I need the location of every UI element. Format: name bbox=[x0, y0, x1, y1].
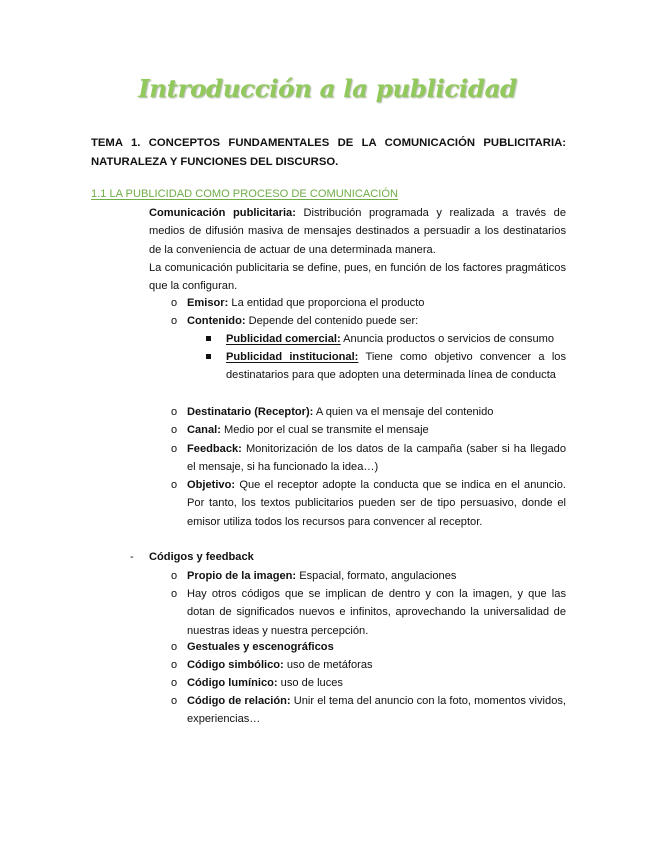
list-item-code bbox=[187, 567, 566, 585]
list-item-code bbox=[187, 656, 566, 674]
item-term: Código simbólico: bbox=[187, 659, 284, 671]
item-term: Publicidad institucional: bbox=[226, 351, 359, 363]
item-term: Canal: bbox=[187, 424, 221, 436]
item-term: Código lumínico: bbox=[187, 677, 278, 689]
item-text: A quien va el mensaje del contenido bbox=[313, 406, 494, 418]
square-bullet bbox=[206, 336, 211, 341]
bullet-marker: o bbox=[171, 479, 178, 491]
list-item-code bbox=[187, 585, 566, 640]
item-term: Propio de la imagen: bbox=[187, 570, 297, 582]
list-item-feedback bbox=[187, 440, 566, 477]
item-term: Emisor: bbox=[187, 297, 229, 309]
list-item-code bbox=[187, 638, 566, 656]
item-term: Contenido: bbox=[187, 315, 246, 327]
section-heading: 1.1 LA PUBLICIDAD COMO PROCESO DE COMUNICACIÓN bbox=[91, 188, 398, 200]
item-text: uso de luces bbox=[277, 677, 343, 689]
dash-marker: - bbox=[130, 551, 134, 563]
pragmatic-paragraph: La comunicación publicitaria se define, pues, en función de los factores pragmáticos que la configuran. bbox=[149, 262, 566, 293]
bullet-marker: o bbox=[171, 641, 178, 653]
list-item-destinatario bbox=[187, 403, 566, 421]
item-text: Espacial, formato, angulaciones bbox=[296, 570, 457, 582]
bullet-marker: o bbox=[171, 315, 178, 327]
topic-heading: TEMA 1. CONCEPTOS FUNDAMENTALES DE LA COMUNICACIÓN PUBLICITARIA: NATURALEZA Y FUNCIONES DEL DISCURSO. bbox=[91, 137, 566, 168]
item-text: Monitorización de los datos de la campaña (saber si ha llegado el mensaje, si ha funcionado la idea…) bbox=[187, 443, 566, 474]
list-item-publicidad-comercial bbox=[226, 330, 566, 348]
bullet-marker: o bbox=[171, 443, 178, 455]
item-term: Feedback: bbox=[187, 443, 242, 455]
bullet-marker: o bbox=[171, 570, 178, 582]
definition-term: Comunicación publicitaria: bbox=[149, 207, 296, 219]
list-item-code bbox=[187, 692, 566, 729]
bullet-marker: o bbox=[171, 406, 178, 418]
bullet-marker: o bbox=[171, 297, 178, 309]
list-item-code bbox=[187, 674, 566, 692]
list-item-contenido bbox=[187, 312, 566, 330]
item-text: La entidad que proporciona el producto bbox=[228, 297, 425, 309]
item-text: Que el receptor adopte la conducta que se indica en el anuncio. Por tanto, los textos publicitarios pueden ser de tipo persuasivo, donde el emisor utiliza todos los recursos para convencer al receptor. bbox=[187, 479, 566, 528]
item-text: Anuncia productos o servicios de consumo bbox=[340, 333, 555, 345]
item-term: Gestuales y escenográficos bbox=[187, 641, 334, 653]
definition-text: Distribución programada y realizada a través de medios de difusión masiva de mensajes destinados a persuadir a los destinatarios de la conveniencia de actuar de una determinada manera. bbox=[149, 207, 566, 256]
bullet-marker: o bbox=[171, 677, 178, 689]
item-term: Destinatario (Receptor): bbox=[187, 406, 314, 418]
item-term: Código de relación: bbox=[187, 695, 291, 707]
item-term: Objetivo: bbox=[187, 479, 236, 491]
page-title: Introducción a la publicidad bbox=[138, 74, 517, 103]
item-text: Hay otros códigos que se implican de dentro y con la imagen, y que las dotan de significados nuevos e infinitos, aprovechando la universalidad de nuestras ideas y nuestra percepción. bbox=[187, 588, 566, 637]
definition-paragraph bbox=[149, 204, 566, 259]
item-text: Tiene como objetivo convencer a los destinatarios para que adopten una determinada línea de conducta bbox=[226, 351, 566, 382]
item-text: Depende del contenido puede ser: bbox=[245, 315, 419, 327]
bullet-marker: o bbox=[171, 659, 178, 671]
square-bullet bbox=[206, 354, 211, 359]
item-term: Publicidad comercial: bbox=[226, 333, 341, 345]
list-item-publicidad-institucional bbox=[226, 348, 566, 385]
bullet-marker: o bbox=[171, 588, 178, 600]
item-text: Unir el tema del anuncio con la foto, momentos vividos, experiencias… bbox=[187, 695, 566, 726]
item-text: Medio por el cual se transmite el mensaje bbox=[220, 424, 429, 436]
list-item-emisor bbox=[187, 294, 566, 312]
list-item-canal bbox=[187, 421, 566, 439]
bullet-marker: o bbox=[171, 424, 178, 436]
item-text: uso de metáforas bbox=[283, 659, 373, 671]
bullet-marker: o bbox=[171, 695, 178, 707]
codes-heading: Códigos y feedback bbox=[149, 551, 254, 563]
list-item-objetivo bbox=[187, 476, 566, 531]
